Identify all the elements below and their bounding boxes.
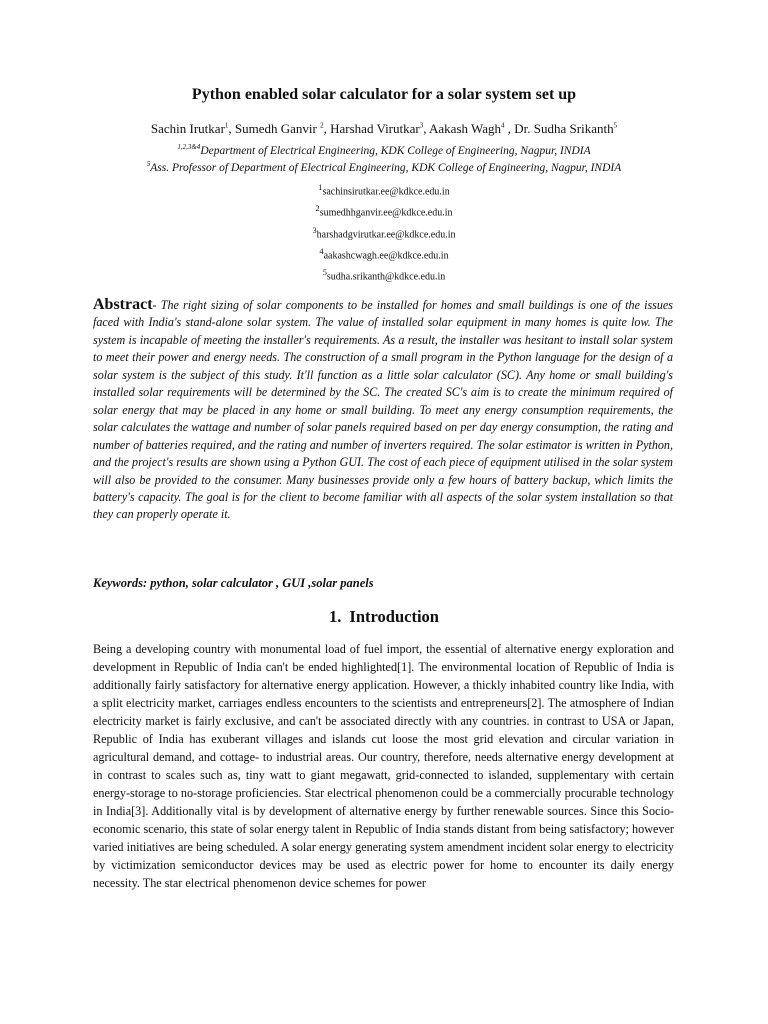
email: $^5$sudha.srikanth@kdkce.edu.in (322, 268, 446, 283)
email: $^3$harshadgvirutkar.ee@kdkce.edu.in (312, 225, 456, 240)
author: Harshad Virutkar$^3$, (330, 121, 430, 136)
affiliation: $^{1,2,3\&4}$Department of Electrical Engineering, KDK College of Engineering, Nagpur, INDIA (177, 143, 591, 157)
section-title: Introduction (349, 607, 439, 626)
abstract-heading: Abstract (93, 296, 153, 313)
email: $^2$sumedhhganvir.ee@kdkce.edu.in (315, 204, 453, 219)
affiliation: $^5$Ass. Professor of Department of Electrical Engineering, KDK College of Engineering, Nagpur, INDIA (146, 160, 622, 174)
paper-title: Python enabled solar calculator for a solar system set up (191, 86, 577, 103)
email: $^4$aakashcwagh.ee@kdkce.edu.in (319, 246, 449, 262)
author: Aakash Wagh$^4$ , (429, 121, 515, 136)
author-list (0, 121, 768, 137)
abstract-body: - The right sizing of solar components to be installed for homes and small buildings is one of the issues faced with India's stand-alone solar system. The value of installed solar equipment in many homes is quite low. The system is incapable of meeting the installer's requirements. As a result, the installer was hesitant to install solar system to meet their power and energy needs. The construction of a small program in the Python language for the design of a solar system is the subject of this study. It'll function as a little solar calculator (SC). Any home or small building's installed solar requirements will be determined by the SC. The created SC's aim is to create the minimum required of solar energy that may be placed in any home or small building. To meet any energy consumption requirements, the solar calculates the wattage and number of solar panels required based on per day energy consumption, the rating and number of batteries required, and the rating and number of inverters required. The solar estimator is written in Python, and the project's results are shown using a Python GUI. The cost of each piece of equipment utilised in the solar system will also be provided to the consumer. Many businesses provide only a few hours of battery backup, which limits the battery's capacity. The goal is for the client to become familiar with all aspects of the solar system installation so that they can properly operate it. (93, 298, 673, 522)
author: Sumedh Ganvir $^2$, (234, 121, 331, 136)
introduction-paragraph: Being a developing country with monumental load of fuel import, the essential of alternative energy exploration and development in Republic of India can't be ended highlighted[1]. The environmental location of Republic of India is additionally fairly satisfactory for alternative energy application. However, a thickly inhabited country like India, with a split electricity market, carriages endless encounters to the scientists and entrepreneurs[2]. The atmosphere of Indian electricity market is fairly exclusive, and can't be associated directly with any countries. in contrast to USA or Japan, Republic of India has exuberant villages and islands cut loose the most grid elevation and circular variation in agricultural demand, and cottage- to industrial areas. Our country, therefore, needs alternative energy development at in contrast to scales such as, tiny watt to giant megawatt, grid-connected to islanded, supplementary with certain energy-storage to no-storage proficiencies. Star electrical phenomenon could be a commercially procurable technology in India[3]. Additionally vital is by development of alternative energy by further renewable sources. Since this Socio-economic scenario, this state of solar energy talent in Republic of India stands distant from being satisfactory; however varied initiatives are being scheduled. A solar energy generating system amendment incident solar energy to electricity by victimization semiconductor devices may be used as electric power for home to encounter its daily energy necessity. The star electrical phenomenon device schemes for power (93, 642, 674, 890)
email: $^1$sachinsirutkar.ee@kdkce.edu.in (318, 183, 450, 198)
author: Dr. Sudha Srikanth$^5$ (514, 121, 618, 136)
section-number: 1. (329, 607, 342, 626)
email-list (0, 179, 768, 286)
section-heading (0, 607, 768, 627)
abstract (93, 296, 673, 524)
author: Sachin Irutkar$^1$, (150, 121, 235, 136)
keywords: Keywords: python, solar calculator , GUI ,solar panels (93, 576, 374, 590)
